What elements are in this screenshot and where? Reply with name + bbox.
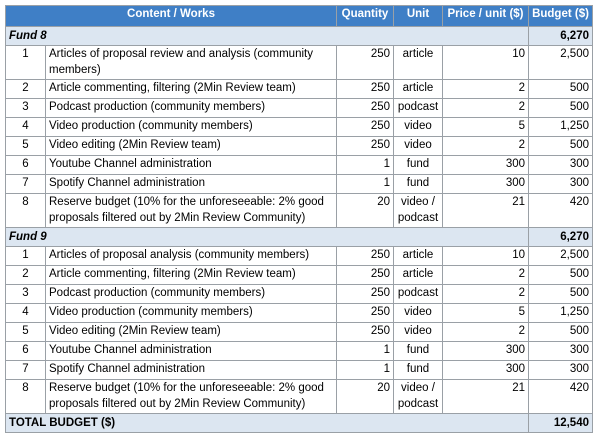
table-row [6, 361, 593, 380]
price-cell[interactable]: 300 [443, 342, 529, 361]
fund-header-row [6, 27, 593, 46]
price-cell[interactable]: 21 [443, 380, 529, 414]
quantity-cell[interactable]: 250 [337, 118, 394, 137]
unit-cell[interactable]: article [394, 46, 443, 80]
unit-cell[interactable]: fund [394, 156, 443, 175]
unit-cell[interactable]: article [394, 247, 443, 266]
row-number-cell[interactable]: 1 [6, 46, 46, 80]
total-label-cell[interactable]: TOTAL BUDGET ($) [6, 414, 529, 433]
table-row [6, 175, 593, 194]
budget-table [5, 5, 593, 433]
quantity-cell[interactable]: 250 [337, 304, 394, 323]
quantity-cell[interactable]: 250 [337, 99, 394, 118]
col-header-unit[interactable]: Unit [394, 6, 443, 27]
budget-cell[interactable]: 420 [529, 194, 593, 228]
content-cell[interactable]: Podcast production (community members) [46, 99, 337, 118]
total-value-cell[interactable]: 12,540 [529, 414, 593, 433]
quantity-cell[interactable]: 250 [337, 323, 394, 342]
budget-cell[interactable]: 300 [529, 175, 593, 194]
budget-cell[interactable]: 500 [529, 80, 593, 99]
price-cell[interactable]: 300 [443, 156, 529, 175]
table-row [6, 194, 593, 228]
unit-cell[interactable]: video / podcast [394, 194, 443, 228]
unit-cell[interactable]: article [394, 80, 443, 99]
budget-cell[interactable]: 500 [529, 137, 593, 156]
table-body [6, 27, 593, 433]
content-cell[interactable]: Article commenting, filtering (2Min Review team) [46, 266, 337, 285]
price-cell[interactable]: 5 [443, 304, 529, 323]
table-row [6, 46, 593, 80]
budget-cell[interactable]: 300 [529, 342, 593, 361]
row-number-cell[interactable]: 7 [6, 361, 46, 380]
row-number-cell[interactable]: 3 [6, 285, 46, 304]
content-cell[interactable]: Reserve budget (10% for the unforeseeable: 2% good proposals filtered out by 2Min Review Community) [46, 380, 337, 414]
quantity-cell[interactable]: 1 [337, 156, 394, 175]
table-row [6, 118, 593, 137]
row-number-cell[interactable]: 7 [6, 175, 46, 194]
table-row [6, 285, 593, 304]
unit-cell[interactable]: video [394, 118, 443, 137]
price-cell[interactable]: 2 [443, 137, 529, 156]
price-cell[interactable]: 300 [443, 175, 529, 194]
price-cell[interactable]: 5 [443, 118, 529, 137]
content-cell[interactable]: Video production (community members) [46, 118, 337, 137]
header-row [6, 6, 593, 27]
quantity-cell[interactable]: 250 [337, 285, 394, 304]
budget-cell[interactable]: 1,250 [529, 118, 593, 137]
content-cell[interactable]: Reserve budget (10% for the unforeseeable: 2% good proposals filtered out by 2Min Review Community) [46, 194, 337, 228]
row-number-cell[interactable]: 4 [6, 118, 46, 137]
budget-cell[interactable]: 420 [529, 380, 593, 414]
budget-cell[interactable]: 2,500 [529, 46, 593, 80]
price-cell[interactable]: 10 [443, 247, 529, 266]
col-header-budget[interactable]: Budget ($) [529, 6, 593, 27]
table-row [6, 304, 593, 323]
quantity-cell[interactable]: 250 [337, 46, 394, 80]
price-cell[interactable]: 2 [443, 266, 529, 285]
content-cell[interactable]: Articles of proposal review and analysis (community members) [46, 46, 337, 80]
row-number-cell[interactable]: 6 [6, 342, 46, 361]
row-number-cell[interactable]: 2 [6, 266, 46, 285]
content-cell[interactable]: Podcast production (community members) [46, 285, 337, 304]
row-number-cell[interactable]: 6 [6, 156, 46, 175]
table-row [6, 342, 593, 361]
fund-name-cell[interactable]: Fund 9 [6, 228, 529, 247]
budget-cell[interactable]: 500 [529, 266, 593, 285]
fund-name-cell[interactable]: Fund 8 [6, 27, 529, 46]
quantity-cell[interactable]: 1 [337, 342, 394, 361]
unit-cell[interactable]: fund [394, 175, 443, 194]
content-cell[interactable]: Video production (community members) [46, 304, 337, 323]
quantity-cell[interactable]: 20 [337, 380, 394, 414]
quantity-cell[interactable]: 250 [337, 247, 394, 266]
table-row [6, 266, 593, 285]
col-header-content[interactable]: Content / Works [6, 6, 337, 27]
content-cell[interactable]: Video editing (2Min Review team) [46, 137, 337, 156]
budget-cell[interactable]: 1,250 [529, 304, 593, 323]
price-cell[interactable]: 2 [443, 323, 529, 342]
budget-cell[interactable]: 500 [529, 323, 593, 342]
row-number-cell[interactable]: 8 [6, 194, 46, 228]
price-cell[interactable]: 21 [443, 194, 529, 228]
quantity-cell[interactable]: 1 [337, 175, 394, 194]
unit-cell[interactable]: podcast [394, 99, 443, 118]
fund-header-row [6, 228, 593, 247]
price-cell[interactable]: 300 [443, 361, 529, 380]
unit-cell[interactable]: video [394, 304, 443, 323]
price-cell[interactable]: 2 [443, 80, 529, 99]
content-cell[interactable]: Youtube Channel administration [46, 156, 337, 175]
unit-cell[interactable]: podcast [394, 285, 443, 304]
budget-cell[interactable]: 2,500 [529, 247, 593, 266]
table-row [6, 323, 593, 342]
budget-cell[interactable]: 500 [529, 99, 593, 118]
total-row [6, 414, 593, 433]
row-number-cell[interactable]: 1 [6, 247, 46, 266]
table-row [6, 380, 593, 414]
content-cell[interactable]: Articles of proposal analysis (community members) [46, 247, 337, 266]
unit-cell[interactable]: fund [394, 342, 443, 361]
content-cell[interactable]: Spotify Channel administration [46, 361, 337, 380]
content-cell[interactable]: Youtube Channel administration [46, 342, 337, 361]
row-number-cell[interactable]: 2 [6, 80, 46, 99]
price-cell[interactable]: 2 [443, 99, 529, 118]
content-cell[interactable]: Video editing (2Min Review team) [46, 323, 337, 342]
unit-cell[interactable]: video / podcast [394, 380, 443, 414]
budget-cell[interactable]: 500 [529, 285, 593, 304]
unit-cell[interactable]: video [394, 323, 443, 342]
table-row [6, 80, 593, 99]
row-number-cell[interactable]: 5 [6, 137, 46, 156]
row-number-cell[interactable]: 3 [6, 99, 46, 118]
row-number-cell[interactable]: 8 [6, 380, 46, 414]
fund-total-cell[interactable]: 6,270 [529, 27, 593, 46]
table-row [6, 99, 593, 118]
table-row [6, 156, 593, 175]
quantity-cell[interactable]: 20 [337, 194, 394, 228]
table-row [6, 247, 593, 266]
content-cell[interactable]: Article commenting, filtering (2Min Review team) [46, 80, 337, 99]
price-cell[interactable]: 10 [443, 46, 529, 80]
content-cell[interactable]: Spotify Channel administration [46, 175, 337, 194]
budget-cell[interactable]: 300 [529, 156, 593, 175]
row-number-cell[interactable]: 4 [6, 304, 46, 323]
unit-cell[interactable]: video [394, 137, 443, 156]
quantity-cell[interactable]: 250 [337, 266, 394, 285]
table-row [6, 137, 593, 156]
row-number-cell[interactable]: 5 [6, 323, 46, 342]
fund-total-cell[interactable]: 6,270 [529, 228, 593, 247]
unit-cell[interactable]: fund [394, 361, 443, 380]
col-header-price[interactable]: Price / unit ($) [443, 6, 529, 27]
col-header-quantity[interactable]: Quantity [337, 6, 394, 27]
quantity-cell[interactable]: 250 [337, 80, 394, 99]
price-cell[interactable]: 2 [443, 285, 529, 304]
quantity-cell[interactable]: 1 [337, 361, 394, 380]
budget-cell[interactable]: 300 [529, 361, 593, 380]
unit-cell[interactable]: article [394, 266, 443, 285]
quantity-cell[interactable]: 250 [337, 137, 394, 156]
